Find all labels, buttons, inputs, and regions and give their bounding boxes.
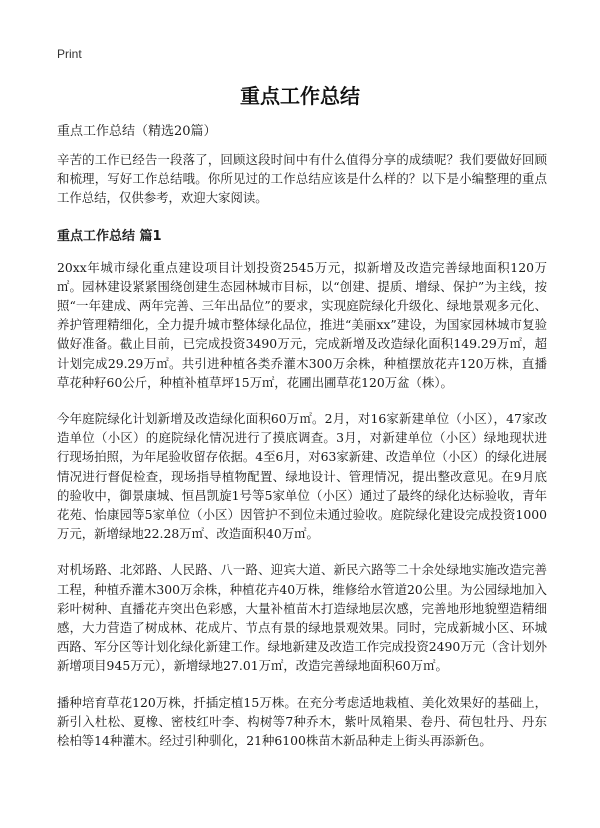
body-paragraph-1: 20xx年城市绿化重点建设项目计划投资2545万元，拟新增及改造完善绿地面积120万㎡。园林建设紧紧围绕创建生态园林城市目标，以“创建、提质、增绿、保护”为主线，按照“一年建成、两年完善、三年出品位”的要求，实现庭院绿化升级化、绿地景观多元化、养护管理精细化，全力提升城市整体绿化品位，推进“美丽xx”建设，为国家园林城市复验做好准备。截止目前，已完成投资3490万元，完成新增及改造绿化面积149.29万㎡，超计划完成29.29万㎡。共引进种植各类乔灌木300万余株，种植摆放花卉120万株，直播草花种籽60公斤，种植补植草坪15万㎡，花圃出圃草花120万盆（株）。: [57, 259, 547, 390]
page-title: 重点工作总结: [240, 84, 360, 108]
body-paragraph-3: 对机场路、北郊路、人民路、八一路、迎宾大道、新民六路等二十余处绿地实施改造完善工程，种植乔灌木300万余株，种植花卉40万株，维修给水管道20公里。为公园绿地加入彩叶树种、直播花卉突出色彩感，大量补植苗木打造绿地层次感，完善地形地貌塑造精细感，大力营造了树成林、花成片、节点有景的绿地景观效果。同时，完成新城小区、环城西路、军分区等计划化绿化新建工作。绿地新建及改造工作完成投资2490万元（含计划外新增项目945万元），新增绿地27.01万㎡，改造完善绿地面积60万㎡。: [57, 562, 547, 674]
document-body: [57, 150, 547, 767]
section-heading: 重点工作总结 篇1: [57, 228, 162, 244]
body-paragraph-4: 播种培育草花120万株，扦插定植15万株。在充分考虑适地栽植、美化效果好的基础上，新引入杜松、夏橡、密枝红叶李、构树等7种乔木，紫叶凤箱果、卷丹、荷包牡丹、丹东桧柏等14种灌木。经过引种驯化，21种6100株苗木新品种走上街头再添新色。: [57, 694, 547, 749]
print-link[interactable]: Print: [57, 47, 82, 61]
intro-paragraph: 辛苦的工作已经告一段落了，回顾这段时间中有什么值得分享的成绩呢？我们要做好回顾和梳理，写好工作总结哦。你所见过的工作总结应该是什么样的？以下是小编整理的重点工作总结，仅供参考，欢迎大家阅读。: [57, 152, 547, 206]
body-paragraph-2: 今年庭院绿化计划新增及改造绿化面积60万㎡。2月，对16家新建单位（小区），47家改造单位（小区）的庭院绿化情况进行了摸底调查。3月，对新建单位（小区）绿地现状进行现场拍照，为年尾验收留存依据。4至6月，对63家新建、改造单位（小区）的绿化进展情况进行督促检查，现场指导植物配置、绿地设计、管理情况，提出整改意见。在9月底的验收中，御景康城、恒昌凯旋1号等5家单位（小区）通过了最终的绿化达标验收，青年花苑、怡康园等5家单位（小区）因管护不到位未通过验收。庭院绿化建设完成投资1000万元，新增绿地22.28万㎡、改造面积40万㎡。: [57, 411, 547, 542]
document-subtitle: 重点工作总结（精选20篇）: [57, 124, 217, 139]
